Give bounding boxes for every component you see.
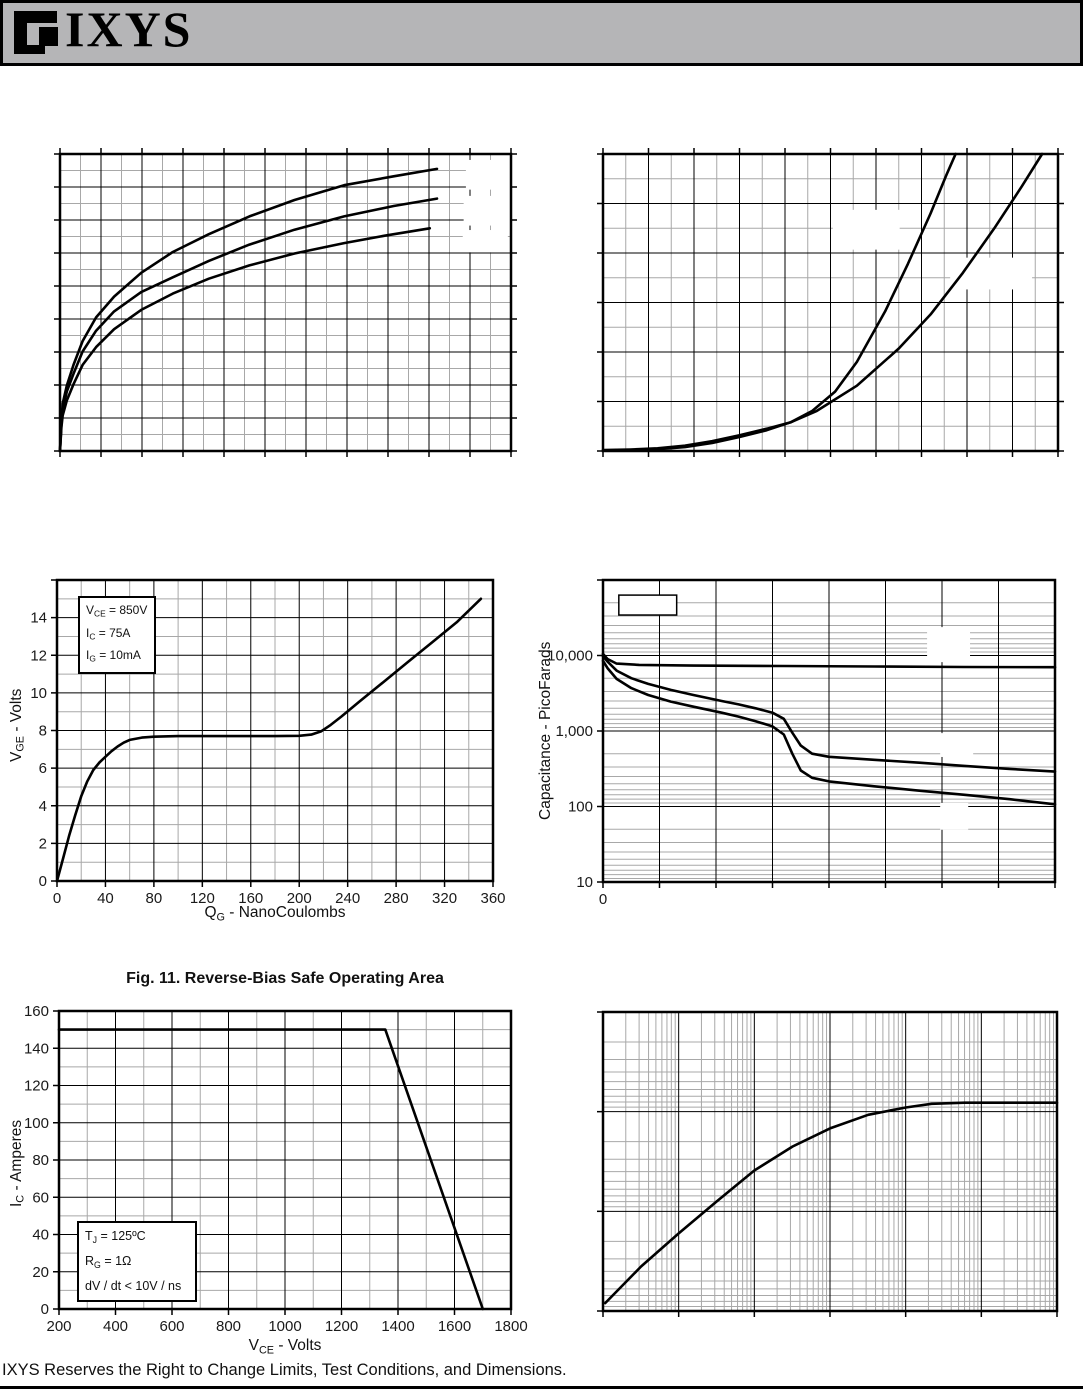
svg-text:160: 160 <box>238 890 264 907</box>
gate-charge-x-axis-title: $Q_G$ - NanoCoulombs <box>204 904 346 924</box>
svg-text:1600: 1600 <box>437 1318 472 1335</box>
svg-text:2: 2 <box>38 835 47 853</box>
condition-line: $I_G = 10mA$ <box>86 648 141 665</box>
svg-text:12: 12 <box>30 647 47 665</box>
condition-line: $I_C = 75A$ <box>86 625 131 642</box>
svg-text:100: 100 <box>567 798 593 816</box>
condition-line: $T_J$ = 125ºC <box>85 1229 146 1245</box>
svg-text:120: 120 <box>189 890 215 907</box>
svg-text:10: 10 <box>30 684 47 702</box>
svg-text:320: 320 <box>432 890 458 907</box>
svg-text:0: 0 <box>598 891 608 908</box>
svg-text:1200: 1200 <box>324 1318 359 1335</box>
brand-name: IXYS <box>65 1 193 57</box>
svg-text:360: 360 <box>480 890 506 907</box>
svg-text:0: 0 <box>52 890 62 907</box>
svg-text:600: 600 <box>159 1318 185 1335</box>
svg-text:800: 800 <box>215 1318 242 1335</box>
svg-text:280: 280 <box>383 890 409 907</box>
svg-text:240: 240 <box>335 890 361 907</box>
condition-line: $R_G = 1\Omega$ <box>85 1253 132 1270</box>
chart-top-right <box>591 142 1071 465</box>
svg-text:120: 120 <box>23 1077 49 1095</box>
chart-bottom-right <box>591 1000 1070 1325</box>
svg-text:10,000: 10,000 <box>547 647 593 665</box>
svg-text:400: 400 <box>102 1318 129 1335</box>
svg-text:200: 200 <box>46 1318 72 1335</box>
rbsoa-y-axis-title: $I_C$ - Amperes <box>8 1119 27 1207</box>
svg-text:0: 0 <box>38 873 47 890</box>
gate-charge-conditions-box <box>78 596 156 674</box>
condition-line: dV / dt < 10V / ns <box>85 1278 182 1293</box>
svg-text:20: 20 <box>32 1263 49 1281</box>
svg-text:1000: 1000 <box>268 1318 302 1335</box>
svg-text:200: 200 <box>286 890 312 907</box>
svg-text:8: 8 <box>38 722 47 740</box>
svg-text:80: 80 <box>32 1152 49 1169</box>
svg-text:1400: 1400 <box>381 1318 415 1335</box>
svg-text:4: 4 <box>38 797 47 815</box>
svg-text:60: 60 <box>32 1189 49 1207</box>
footer-disclaimer: IXYS Reserves the Right to Change Limits, Test Conditions, and Dimensions. <box>2 1361 567 1379</box>
svg-text:140: 140 <box>23 1040 49 1058</box>
svg-text:80: 80 <box>145 890 163 907</box>
header-bar <box>0 0 1083 66</box>
svg-text:40: 40 <box>97 890 114 907</box>
svg-text:100: 100 <box>23 1114 49 1132</box>
svg-text:1,000: 1,000 <box>555 723 593 740</box>
svg-text:0: 0 <box>40 1301 49 1318</box>
svg-text:160: 160 <box>23 1003 49 1020</box>
svg-text:14: 14 <box>30 609 47 627</box>
svg-text:6: 6 <box>38 760 47 778</box>
footer-rule <box>0 1386 1083 1389</box>
condition-line: $V_{CE} = 850V$ <box>86 603 148 619</box>
gate-charge-y-axis-title: $V_{GE}$ - Volts <box>8 688 27 762</box>
svg-text:10: 10 <box>576 874 593 891</box>
svg-text:40: 40 <box>32 1226 49 1244</box>
ixys-logo-icon <box>14 11 58 55</box>
rbsoa-x-axis-title: $V_{CE}$ - Volts <box>248 1337 322 1357</box>
figure-11-title: Fig. 11. Reverse-Bias Safe Operating Area <box>126 970 444 987</box>
svg-text:1800: 1800 <box>494 1318 528 1335</box>
capacitance-y-axis-title: Capacitance - PicoFarads <box>537 641 554 821</box>
chart-top-left <box>48 142 523 465</box>
chart-capacitance <box>547 568 1068 918</box>
rbsoa-conditions-box <box>77 1221 197 1302</box>
